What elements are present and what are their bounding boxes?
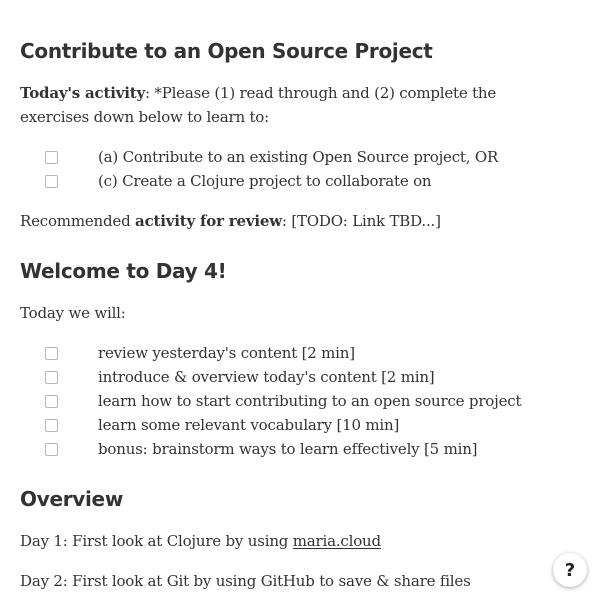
checklist-label: bonus: brainstorm ways to learn effectively [5 min]	[98, 440, 478, 458]
intro-text: Today we will:	[20, 304, 126, 322]
checkbox[interactable]	[45, 347, 58, 360]
review-paragraph	[20, 209, 441, 233]
checkbox[interactable]	[45, 151, 58, 164]
overview-day2: Day 2: First look at Git by using GitHub to save & share files	[20, 572, 471, 590]
list-item	[20, 169, 580, 193]
list-item	[20, 145, 580, 169]
review-bold: activity for review	[135, 212, 282, 230]
day-checklist	[20, 341, 580, 461]
checkbox[interactable]	[45, 419, 58, 432]
checklist-label: review yesterday's content [2 min]	[98, 344, 355, 362]
question-mark-icon: ?	[564, 559, 576, 581]
checklist-label: introduce & overview today's content [2 min]	[98, 368, 435, 386]
overview-day1	[20, 529, 381, 553]
checkbox[interactable]	[45, 443, 58, 456]
list-item	[20, 413, 580, 437]
activity-text: : *Please (1) read through and (2) complete the exercises down below to learn to:	[20, 84, 497, 126]
checklist-label: learn how to start contributing to an open source project	[98, 392, 522, 410]
maria-cloud-link[interactable]: maria.cloud	[292, 532, 381, 550]
day1-text: Day 1: First look at Clojure by using	[20, 532, 293, 550]
list-item	[20, 365, 580, 389]
checklist-label: (c) Create a Clojure project to collaborate on	[98, 172, 432, 190]
activity-checklist	[20, 145, 580, 193]
activity-paragraph	[20, 81, 565, 129]
checklist-label: learn some relevant vocabulary [10 min]	[98, 416, 400, 434]
list-item	[20, 341, 580, 365]
checkbox[interactable]	[45, 371, 58, 384]
list-item	[20, 389, 580, 413]
checkbox[interactable]	[45, 395, 58, 408]
list-item	[20, 437, 580, 461]
checklist-label: (a) Contribute to an existing Open Source project, OR	[98, 148, 499, 166]
activity-label: Today's activity	[20, 84, 145, 102]
review-prefix: Recommended	[20, 212, 136, 230]
section-heading-welcome: Welcome to Day 4!	[20, 259, 227, 283]
checkbox[interactable]	[45, 175, 58, 188]
page-title: Contribute to an Open Source Project	[20, 39, 433, 63]
review-suffix: : [TODO: Link TBD...]	[281, 212, 441, 230]
help-button[interactable]	[553, 553, 587, 587]
section-heading-overview: Overview	[20, 487, 124, 511]
